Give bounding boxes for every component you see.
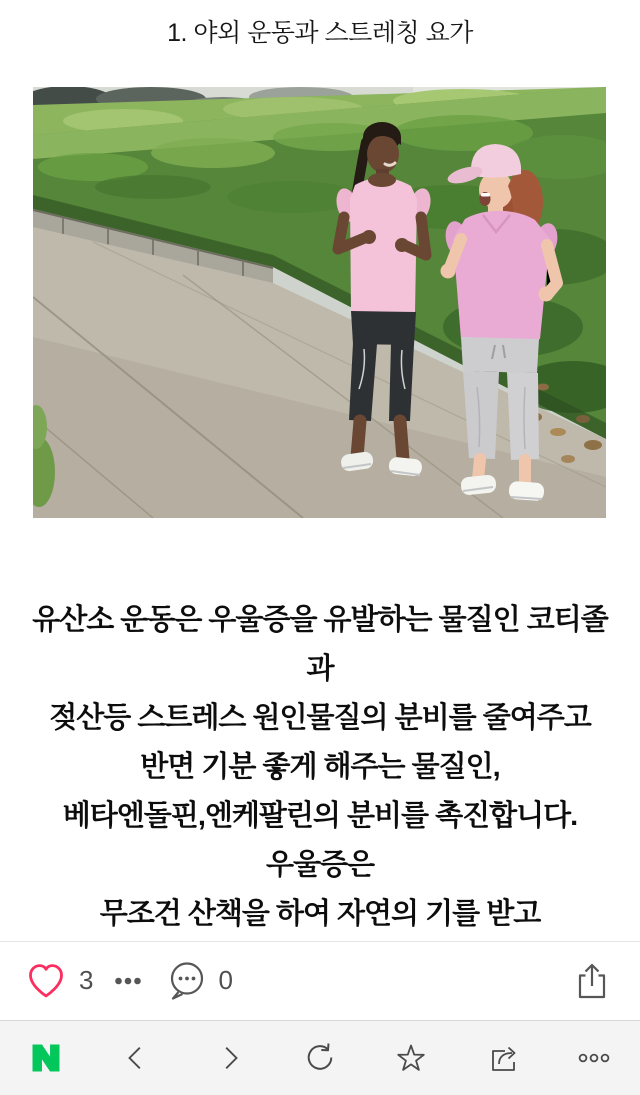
bookmark-star-icon: [395, 1042, 427, 1074]
back-icon: [122, 1043, 152, 1073]
post-body-text: [0, 596, 640, 939]
naver-logo: [28, 1040, 64, 1076]
more-options-button[interactable]: [549, 1021, 640, 1095]
forward-icon: [214, 1043, 244, 1073]
page-share-button[interactable]: [457, 1021, 548, 1095]
refresh-icon: [304, 1042, 336, 1074]
forward-button[interactable]: [183, 1021, 274, 1095]
body-line: 반면 기분 좋게 해주는 물질인,: [140, 751, 500, 783]
more-options-icon: [577, 1042, 611, 1074]
body-line: 유산소 운동은 우울증을 유발하는 물질인 코티졸: [32, 604, 608, 636]
walking-women-photo-illustration: [33, 87, 606, 518]
heart-icon: [26, 962, 66, 1000]
refresh-button[interactable]: [274, 1021, 365, 1095]
like-count: 3: [79, 965, 94, 995]
naver-home-button[interactable]: [0, 1021, 91, 1095]
share-forward-icon: [486, 1041, 520, 1075]
body-line: 젖산등 스트레스 원인물질의 분비를 줄여주고: [49, 702, 591, 734]
share-up-icon: [572, 961, 612, 1001]
page-title: 1. 야외 운동과 스트레칭 요가: [167, 19, 473, 47]
like-button[interactable]: [26, 962, 66, 1000]
engagement-bar: [0, 941, 640, 1019]
comment-count: 0: [218, 965, 233, 995]
browser-toolbar: [0, 1020, 640, 1095]
share-button[interactable]: [572, 961, 612, 1001]
back-button[interactable]: [91, 1021, 182, 1095]
body-line: 베타엔돌핀,엔케팔린의 분비를 촉진합니다.: [62, 800, 578, 832]
comment-button[interactable]: [167, 960, 207, 1002]
post-photo[interactable]: [33, 87, 606, 518]
body-line: 우울증은: [265, 849, 375, 881]
ellipsis-icon: [113, 965, 143, 997]
body-line: 무조건 산책을 하여 자연의 기를 받고: [99, 898, 541, 930]
body-line: 과: [306, 653, 334, 685]
like-more-button[interactable]: [113, 965, 143, 997]
bookmark-button[interactable]: [366, 1021, 457, 1095]
comment-bubble-icon: [167, 960, 207, 1002]
